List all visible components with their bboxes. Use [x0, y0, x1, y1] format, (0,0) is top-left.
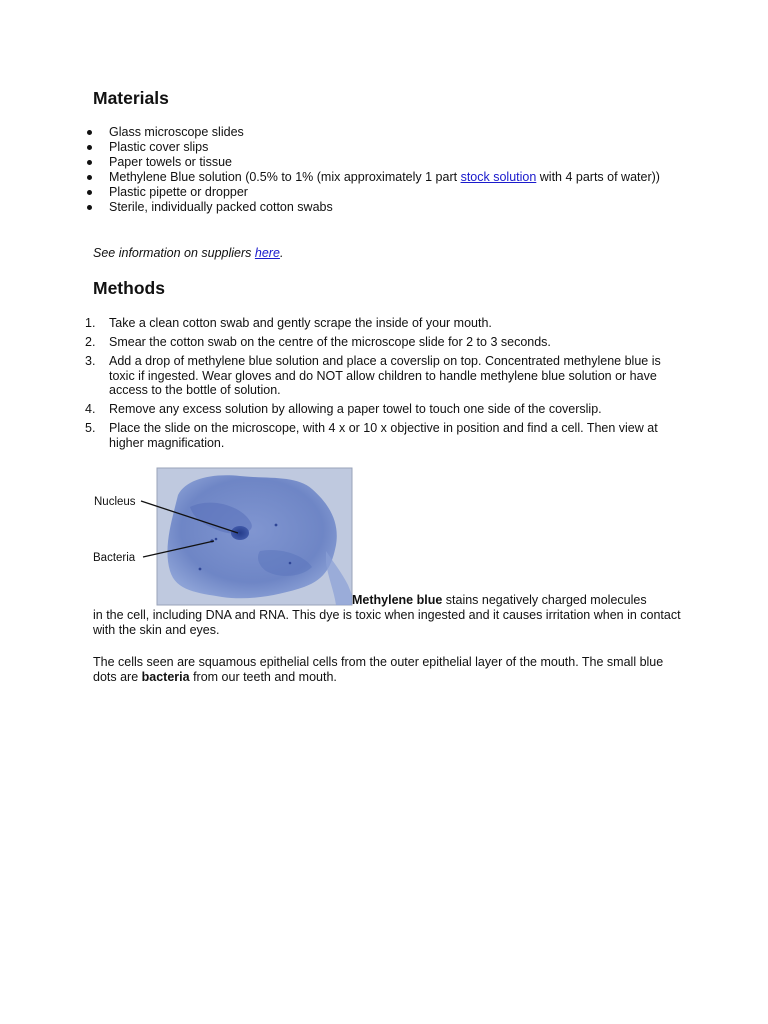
nucleus [231, 526, 249, 540]
step-text: Remove any excess solution by allowing a paper towel to touch one side of the coverslip. [109, 402, 602, 416]
closing-bold-term: bacteria [141, 669, 190, 684]
methylene-text-after: with 4 parts of water)) [536, 170, 660, 185]
figure-caption-first-line [352, 593, 647, 608]
nucleus-label: Nucleus [94, 496, 136, 508]
list-item: Plastic pipette or dropper [0, 185, 690, 200]
stock-solution-link[interactable]: stock solution [460, 170, 537, 185]
caption-bold-term: Methylene blue [352, 593, 443, 607]
closing-text-before: The cells seen are squamous epithelial cells from the outer epithelial layer of the mouth. The small blue dots are [93, 655, 664, 684]
bacteria-dot [199, 568, 202, 571]
bacteria-dot [275, 524, 278, 527]
step-number: 5. [85, 421, 96, 435]
epithelial-cell [167, 475, 336, 598]
list-item: Paper towels or tissue [0, 155, 690, 170]
materials-heading: Materials [93, 88, 169, 108]
step-number: 3. [85, 354, 96, 368]
step-text: Add a drop of methylene blue solution and place a coverslip on top. Concentrated methylene blue is toxic if ingested. Wear gloves and do NOT allow children to handle methylene blue solution or have access to the bottle of solution. [109, 354, 661, 397]
list-item [0, 354, 680, 398]
methods-heading: Methods [93, 278, 165, 298]
closing-text-after: from our teeth and mouth. [189, 669, 337, 684]
list-item [0, 316, 680, 331]
suppliers-text-before: See information on suppliers [93, 246, 255, 260]
step-text: Smear the cotton swab on the centre of the microscope slide for 2 to 3 seconds. [109, 335, 551, 349]
step-number: 1. [85, 316, 96, 330]
list-item: Plastic cover slips [0, 140, 690, 155]
list-item: Sterile, individually packed cotton swabs [0, 200, 690, 215]
suppliers-note [93, 246, 283, 261]
suppliers-text-after: . [279, 246, 284, 260]
figure-caption-rest: in the cell, including DNA and RNA. This dye is toxic when ingested and it causes irritation when in contact with the skin and eyes. [93, 608, 681, 637]
list-item [0, 170, 690, 185]
list-item [0, 402, 680, 417]
step-text: Place the slide on the microscope, with 4 x or 10 x objective in position and find a cell. Then view at higher magnification. [109, 421, 658, 450]
methylene-text-before: Methylene Blue solution (0.5% to 1% (mix approximately 1 part [109, 170, 461, 185]
cheek-cell-image [90, 467, 355, 607]
list-item: Glass microscope slides [0, 125, 690, 140]
bacteria-label: Bacteria [93, 552, 136, 564]
step-number: 2. [85, 335, 96, 349]
step-text: Take a clean cotton swab and gently scrape the inside of your mouth. [109, 316, 492, 330]
methods-list [0, 316, 680, 455]
caption-first-text: stains negatively charged molecules [442, 593, 647, 607]
closing-paragraph [93, 655, 683, 684]
materials-list [0, 125, 690, 216]
cheek-cell-figure [90, 467, 355, 607]
suppliers-here-link[interactable]: here [254, 246, 280, 260]
bacteria-dot [289, 562, 292, 565]
bacteria-dot [215, 538, 218, 541]
step-number: 4. [85, 402, 96, 416]
list-item [0, 421, 680, 450]
list-item [0, 335, 680, 350]
